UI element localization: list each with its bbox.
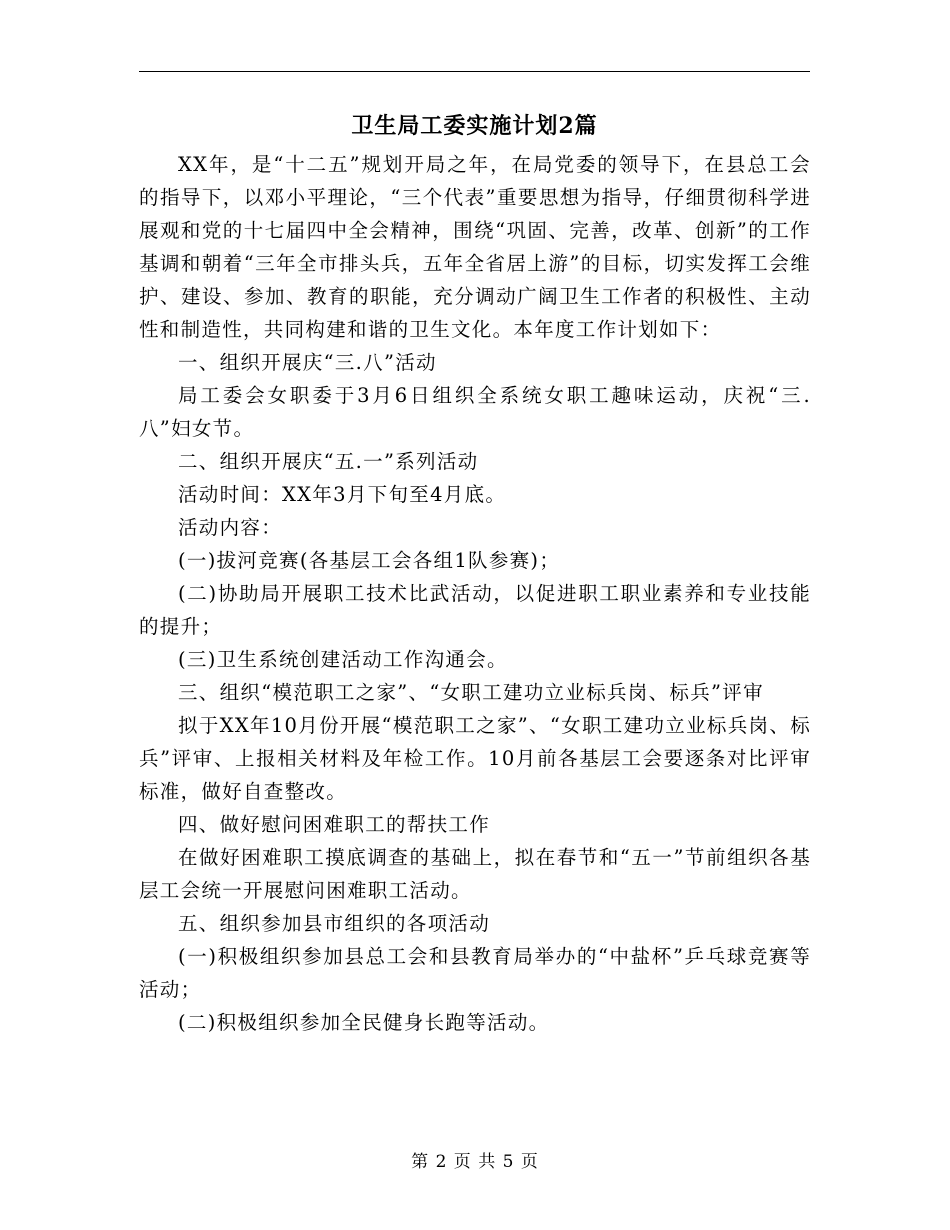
intro-paragraph: XX年，是“十二五”规划开局之年，在局党委的领导下，在县总工会的指导下，以邓小平理论，“三个代表”重要思想为指导，仔细贯彻科学进展观和党的十七届四中全会精神，围绕“巩固、完善，改革、创新”的工作基调和朝着“三年全市排头兵，五年全省居上游”的目标，切实发挥工会维护、建设、参加、教育的职能，充分调动广阔卫生工作者的积极性、主动性和制造性，共同构建和谐的卫生文化。本年度工作计划如下： <box>139 153 811 341</box>
activity-item-3: (三)卫生系统创建活动工作沟通会。 <box>178 648 508 671</box>
section-heading-5: 五、组织参加县市组织的各项活动 <box>178 912 491 935</box>
section-heading-2: 二、组织开展庆“五.一”系列活动 <box>178 450 479 473</box>
section-3-paragraph: 拟于XX年10月份开展“模范职工之家”、“女职工建功立业标兵岗、标兵”评审、上报相关材料及年检工作。10月前各基层工会要逐条对比评审标准，做好自查整改。 <box>139 714 811 803</box>
section-heading-3: 三、组织“模范职工之家”、“女职工建功立业标兵岗、标兵”评审 <box>178 681 764 704</box>
section-4-paragraph: 在做好困难职工摸底调查的基础上，拟在春节和“五一”节前组织各基层工会统一开展慰问困难职工活动。 <box>139 846 811 902</box>
header-rule <box>139 71 810 72</box>
section-5-item-1: (一)积极组织参加县总工会和县教育局举办的“中盐杯”乒乓球竞赛等活动； <box>139 945 811 1001</box>
section-heading-1: 一、组织开展庆“三.八”活动 <box>178 351 437 374</box>
activity-time: 活动时间：XX年3月下旬至4月底。 <box>178 483 507 506</box>
document-body <box>139 148 811 1039</box>
page-number: 第 2 页 共 5 页 <box>411 1152 539 1172</box>
section-5-item-2: (二)积极组织参加全民健身长跑等活动。 <box>178 1011 550 1034</box>
activity-item-2: (二)协助局开展职工技术比武活动，以促进职工职业素养和专业技能的提升； <box>139 582 811 638</box>
section-1-paragraph: 局工委会女职委于3月6日组织全系统女职工趣味运动，庆祝“三.八”妇女节。 <box>139 384 811 440</box>
activity-item-1: (一)拔河竞赛(各基层工会各组1队参赛)； <box>178 549 561 572</box>
section-heading-4: 四、做好慰问困难职工的帮扶工作 <box>178 813 491 836</box>
activity-content-label: 活动内容： <box>178 516 283 539</box>
document-title: 卫生局工委实施计划2篇 <box>351 113 598 139</box>
